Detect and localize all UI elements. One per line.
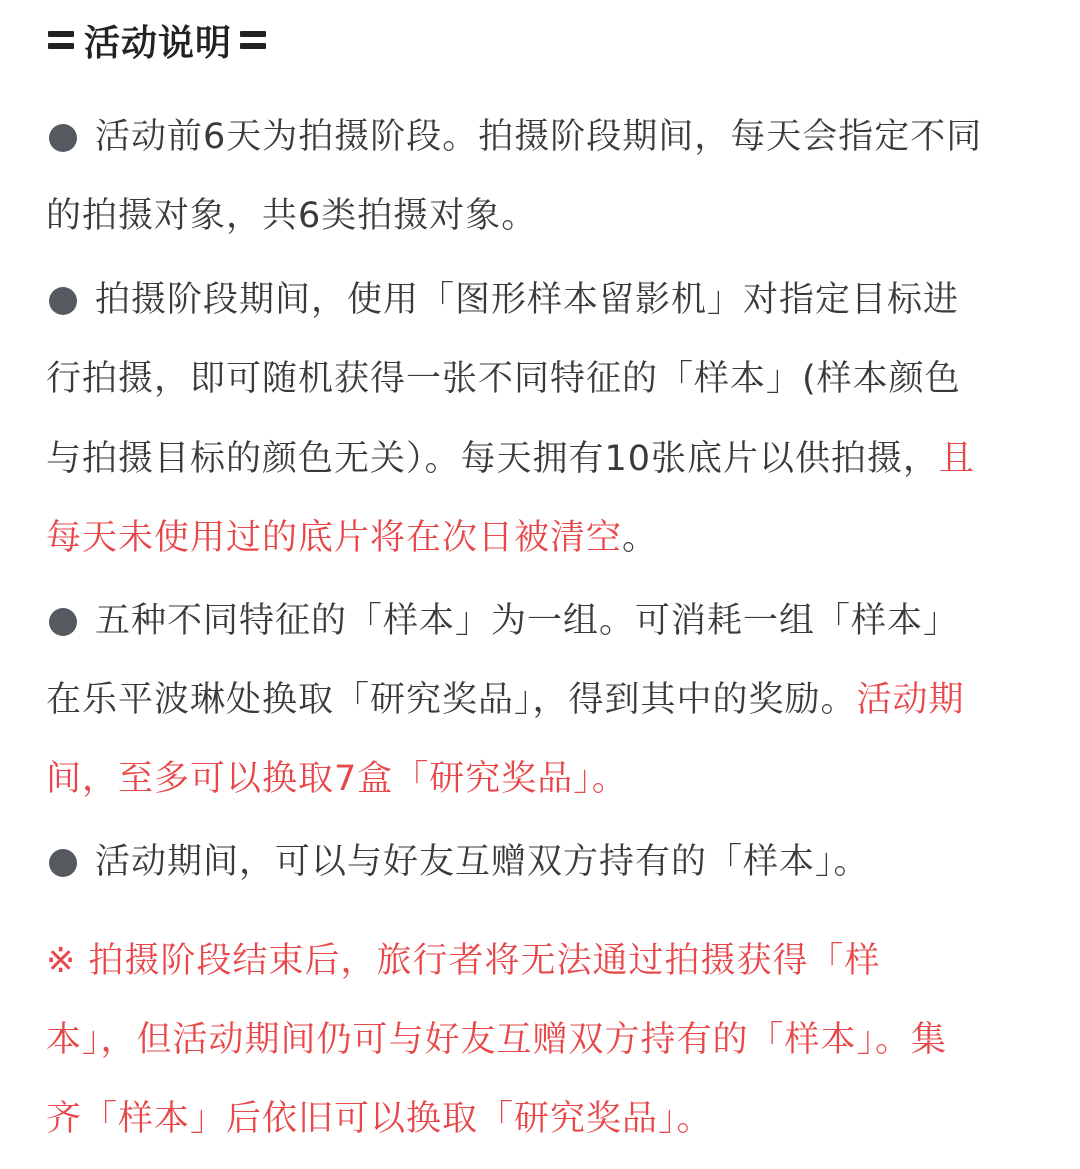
section-title [48,14,266,66]
highlight-text: 且 [939,439,976,479]
paragraph-2-line-2: 行拍摄，即可随机获得一张不同特征的「样本」(样本颜色 [46,359,961,399]
double-bar-icon [240,26,266,54]
paragraph-2-line-4: 每天未使用过的底片将在次日被清空。 [46,518,659,558]
bullet-dot-icon [49,287,77,315]
paragraph-2-line-1: 拍摄阶段期间，使用「图形样本留影机」对指定目标进 [46,278,959,322]
paragraph-2-line-3: 与拍摄目标的颜色无关）。每天拥有10张底片以供拍摄，且 [46,439,976,479]
paragraph-3-line-2: 在乐平波琳处换取「研究奖品」，得到其中的奖励。活动期 [46,680,965,720]
paragraph-1-line-2: 的拍摄对象，共6类拍摄对象。 [46,196,538,236]
paragraph-4-line-1: 活动期间，可以与好友互赠双方持有的「样本」。 [46,840,870,884]
highlight-text: 活动期 [856,680,965,720]
paragraph-3-line-3 [46,757,628,801]
note-line-2: 本」，但活动期间仍可与好友互赠双方持有的「样本」。集 [46,1020,948,1060]
bullet-dot-icon [49,849,77,877]
bullet-dot-icon [49,124,77,152]
highlight-text: 每天未使用过的底片将在次日被清空 [46,518,623,558]
bullet-dot-icon [49,608,77,636]
double-bar-icon [48,26,74,54]
note-line-1: ※ 拍摄阶段结束后，旅行者将无法通过拍摄获得「样 [46,941,881,981]
paragraph-3-line-1: 五种不同特征的「样本」为一组。可消耗一组「样本」 [46,599,959,643]
section-title-text: 活动说明 [84,22,233,64]
highlight-text: 间，至多可以换取7盒「研究奖品」。 [46,759,628,799]
note-line-3: 齐「样本」后依旧可以换取「研究奖品」。 [46,1099,713,1139]
paragraph-1-line-1: 活动前6天为拍摄阶段。拍摄阶段期间，每天会指定不同 [46,115,982,159]
